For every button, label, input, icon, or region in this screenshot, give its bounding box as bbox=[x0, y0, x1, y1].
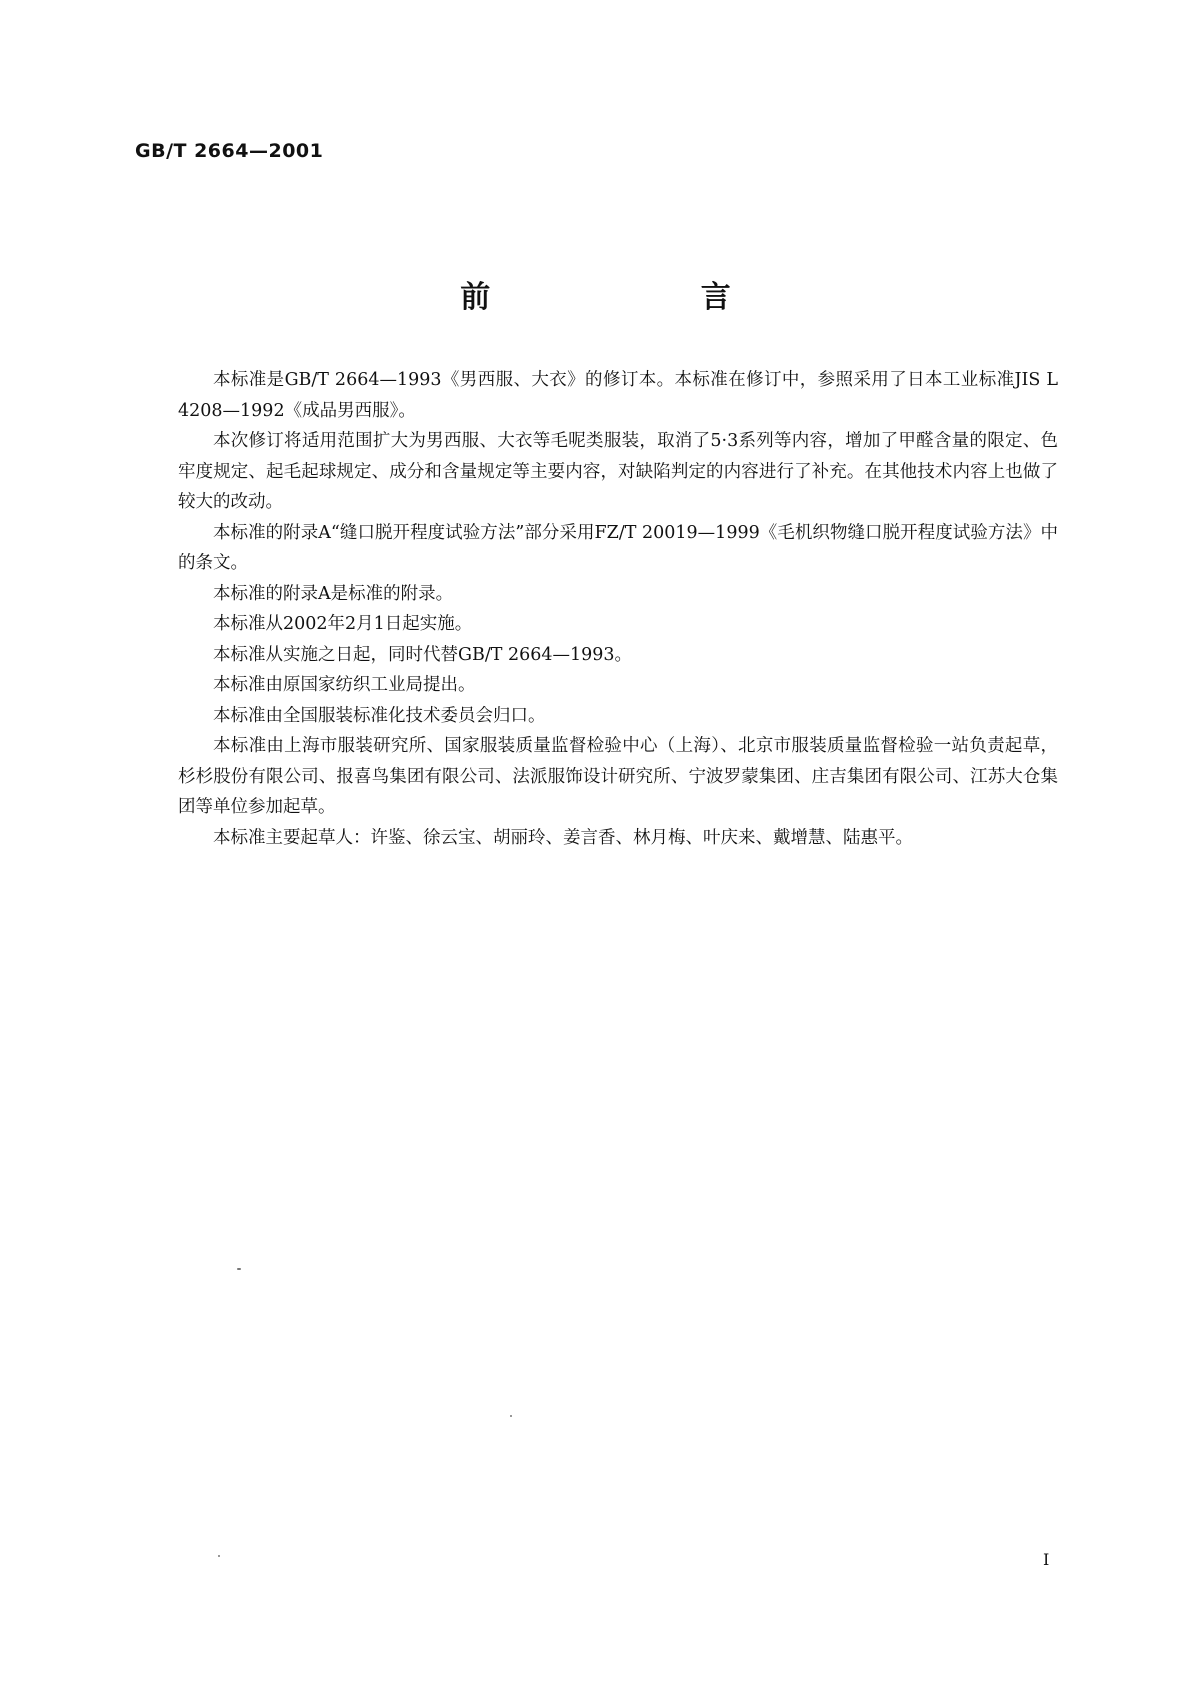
paragraph: 本标准从实施之日起，同时代替GB/T 2664—1993。 bbox=[213, 644, 633, 665]
paragraph: 本标准的附录A是标准的附录。 bbox=[213, 583, 454, 604]
scan-speck bbox=[237, 1268, 241, 1270]
paragraph: 本标准的附录A“缝口脱开程度试验方法”部分采用FZ/T 20019—1999《毛机织物缝口脱开程度试验方法》中的条文。 bbox=[178, 522, 1058, 573]
paragraph: 本标准由原国家纺织工业局提出。 bbox=[213, 675, 476, 695]
paragraph: 本标准由上海市服装研究所、国家服装质量监督检验中心（上海）、北京市服装质量监督检验一站负责起草，杉杉股份有限公司、报喜鸟集团有限公司、法派服饰设计研究所、宁波罗蒙集团、庄吉集团有限公司、江苏大仓集团等单位参加起草。 bbox=[178, 736, 1058, 817]
paragraph: 本标准是GB/T 2664—1993《男西服、大衣》的修订本。本标准在修订中，参照采用了日本工业标准JIS L 4208—1992《成品男西服》。 bbox=[178, 370, 1058, 421]
scan-speck bbox=[510, 1415, 512, 1417]
paragraph: 本次修订将适用范围扩大为男西服、大衣等毛呢类服装，取消了5·3系列等内容，增加了甲醛含量的限定、色牢度规定、起毛起球规定、成分和含量规定等主要内容，对缺陷判定的内容进行了补充。在其他技术内容上也做了较大的改动。 bbox=[178, 431, 1058, 512]
paragraph: 本标准由全国服装标准化技术委员会归口。 bbox=[213, 705, 546, 726]
standard-code: GB/T 2664—2001 bbox=[135, 140, 324, 162]
page-number: I bbox=[1043, 1550, 1050, 1569]
paragraph: 本标准从2002年2月1日起实施。 bbox=[213, 614, 473, 634]
paragraph: 本标准主要起草人：许鉴、徐云宝、胡丽玲、姜言香、林月梅、叶庆来、戴增慧、陆惠平。 bbox=[213, 827, 913, 848]
scan-speck bbox=[218, 1555, 220, 1557]
page-title: 前 言 bbox=[460, 280, 831, 315]
document-body bbox=[178, 365, 1058, 853]
